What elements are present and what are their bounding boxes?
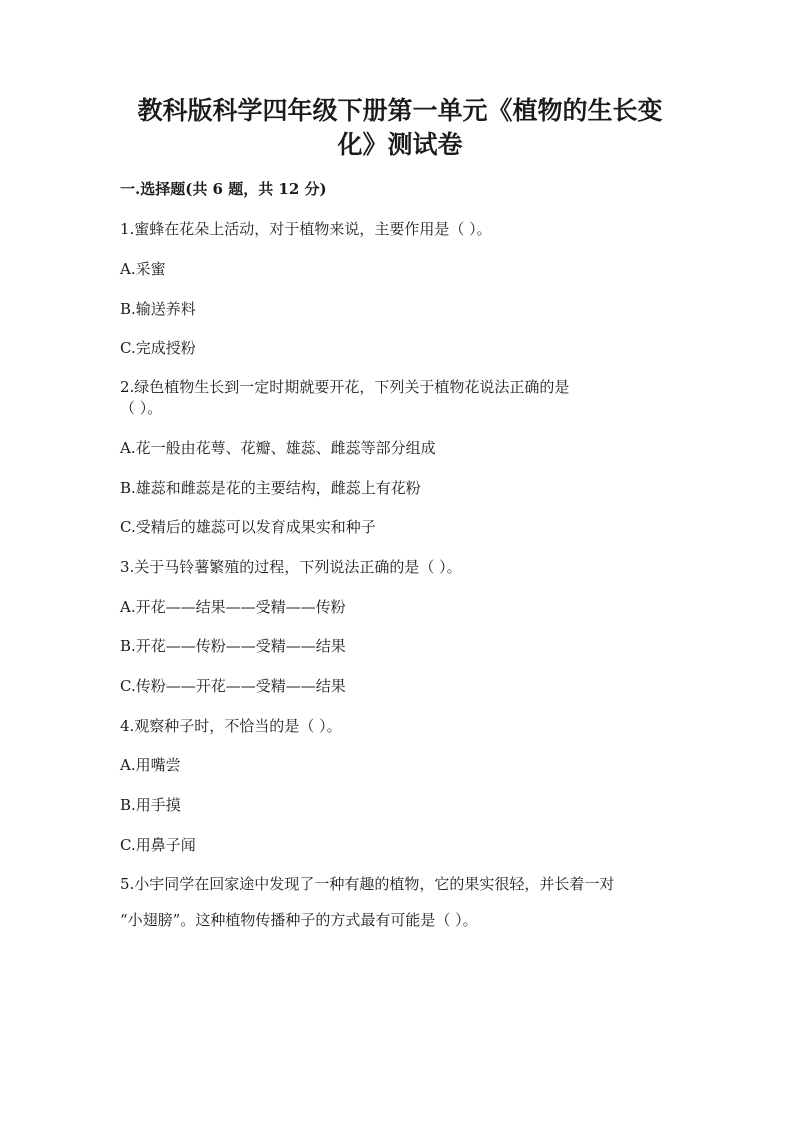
question-5-stem-line-1: 5.小宇同学在回家途中发现了一种有趣的植物，它的果实很轻，并长着一对 xyxy=(120,875,615,893)
page-title-line-2: 化》测试卷 xyxy=(337,130,463,159)
question-2-stem-line-1: 2.绿色植物生长到一定时期就要开花，下列关于植物花说法正确的是 xyxy=(120,378,570,396)
question-3-option-a: A.开花——结果——受精——传粉 xyxy=(120,598,346,616)
question-1-stem: 1.蜜蜂在花朵上活动，对于植物来说，主要作用是（ ）。 xyxy=(120,220,492,238)
section-heading: 一.选择题(共 6 题，共 12 分) xyxy=(120,180,327,198)
question-2-option-c: C.受精后的雄蕊可以发育成果实和种子 xyxy=(120,518,376,536)
question-5-stem-line-2: “小翅膀”。这种植物传播种子的方式最有可能是（ ）。 xyxy=(120,911,478,929)
question-3-option-b: B.开花——传粉——受精——结果 xyxy=(120,637,346,655)
question-2-option-a: A.花一般由花萼、花瓣、雄蕊、雌蕊等部分组成 xyxy=(120,439,436,457)
question-1-option-b: B.输送养料 xyxy=(120,300,196,318)
question-4-option-c: C.用鼻子闻 xyxy=(120,836,196,854)
question-4-option-a: A.用嘴尝 xyxy=(120,756,181,774)
question-4-stem: 4.观察种子时，不恰当的是（ ）。 xyxy=(120,717,342,735)
question-1-option-a: A.采蜜 xyxy=(120,260,166,278)
question-3-option-c: C.传粉——开花——受精——结果 xyxy=(120,677,346,695)
question-2-option-b: B.雄蕊和雌蕊是花的主要结构，雌蕊上有花粉 xyxy=(120,479,421,497)
question-3-stem: 3.关于马铃薯繁殖的过程，下列说法正确的是（ ）。 xyxy=(120,558,462,576)
question-2-stem-line-2: （ ）。 xyxy=(120,399,163,417)
question-4-option-b: B.用手摸 xyxy=(120,796,181,814)
page-title-line-1: 教科版科学四年级下册第一单元《植物的生长变 xyxy=(137,96,663,125)
question-1-option-c: C.完成授粉 xyxy=(120,339,196,357)
